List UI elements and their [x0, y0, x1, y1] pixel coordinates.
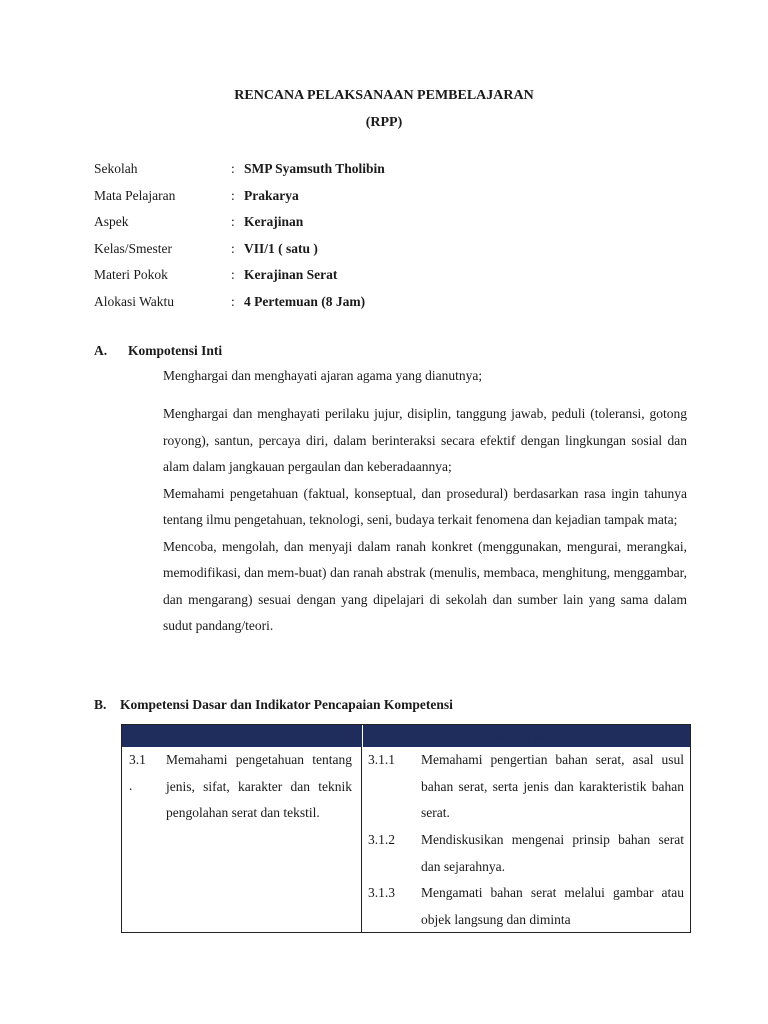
indicator-number: 3.1.1 — [368, 752, 395, 767]
core-competence-item — [163, 363, 687, 390]
indicator-item — [368, 747, 684, 827]
indicator-cell — [362, 747, 690, 932]
section-title: Kompotensi Inti — [128, 343, 223, 358]
indicator-item — [368, 827, 684, 880]
identity-colon: : — [231, 161, 235, 176]
identity-value: Kerajinan Serat — [244, 267, 338, 282]
identity-label: Alokasi Waktu — [94, 293, 175, 309]
identity-value: SMP Syamsuth Tholibin — [244, 161, 385, 176]
identity-colon: : — [231, 214, 235, 229]
identity-label: Mata Pelajaran — [94, 187, 176, 203]
core-competence-list — [163, 401, 687, 640]
identity-colon: : — [231, 240, 235, 256]
identity-colon: : — [231, 187, 235, 203]
kd-cell — [122, 747, 362, 932]
indicator-number: 3.1.2 — [368, 832, 395, 847]
identity-value: VII/1 ( satu ) — [244, 240, 318, 256]
identity-label: Materi Pokok — [94, 267, 168, 282]
identity-row-class — [94, 241, 385, 268]
paragraph: Memahami pengetahuan (faktual, konseptual, dan prosedural) berdasarkan rasa ingin tahunya tentang ilmu pengetahuan, teknologi, seni, budaya terkait fenomena dan kejadian tampak mata; — [163, 485, 687, 527]
identity-label: Kelas/Smester — [94, 240, 172, 256]
kd-text: Memahami pengetahuan tentang jenis, sifat, karakter dan teknik pengolahan serat dan tekstil. — [166, 752, 352, 820]
kd-number: 3.1 — [129, 752, 146, 767]
identity-value: 4 Pertemuan (8 Jam) — [244, 293, 366, 309]
section-number: A. — [94, 343, 108, 358]
document-title: RENCANA PELAKSANAAN PEMBELAJARAN — [234, 88, 534, 103]
identity-value: Prakarya — [244, 187, 299, 203]
identity-row-subject — [94, 188, 385, 215]
identity-label: Aspek — [94, 214, 129, 229]
paragraph: Menghargai dan menghayati ajaran agama yang dianutnya; — [163, 368, 483, 383]
section-a-heading — [94, 343, 222, 359]
table-header — [122, 725, 690, 747]
section-b-heading — [94, 697, 453, 713]
indicator-number: 3.1.3 — [368, 885, 395, 900]
indicator-text: Mengamati bahan serat melalui gambar atau objek langsung dan diminta — [421, 885, 684, 927]
header-cell-indicator: Indikator Pencapaian Kompetensi — [435, 728, 618, 743]
indicator-text: Mendiskusikan mengenai prinsip bahan serat dan sejarahnya. — [421, 832, 684, 874]
indicator-text: Memahami pengertian bahan serat, asal usul bahan serat, serta jenis dan karakteristik bahan serat. — [421, 752, 684, 820]
competence-table — [121, 724, 691, 933]
table-row — [122, 747, 690, 932]
identity-value: Kerajinan — [244, 214, 304, 229]
identity-row-topic — [94, 267, 385, 294]
identity-row-aspect — [94, 214, 385, 241]
paragraph: Menghargai dan menghayati perilaku jujur, disiplin, tanggung jawab, peduli (toleransi, gotong royong), santun, percaya diri, dalam berinteraksi secara efektif dengan lingkungan sosial dan alam dalam jangkauan pergaulan dan keberadaannya; — [163, 406, 687, 474]
identity-colon: : — [231, 293, 235, 309]
identity-row-school — [94, 161, 385, 188]
identity-colon: : — [231, 267, 235, 282]
document-subtitle: (RPP) — [365, 115, 403, 130]
kd-dot: . — [129, 778, 133, 793]
header-cell-kd: Kompetensi Dasar — [122, 725, 363, 747]
identity-block — [94, 161, 385, 320]
identity-row-time — [94, 294, 385, 321]
indicator-item — [368, 880, 684, 933]
section-title: Kompetensi Dasar dan Indikator Pencapaian Kompetensi — [120, 697, 453, 712]
paragraph: Mencoba, mengolah, dan menyaji dalam ranah konkret (menggunakan, mengurai, merangkai, memodifikasi, dan mem-buat) dan ranah abstrak (menulis, membaca, menghitung, menggambar, dan mengarang) sesuai dengan yang dipelajari di sekolah dan sumber lain yang sama dalam sudut pandang/teori. — [163, 538, 687, 633]
section-number: B. — [94, 697, 107, 712]
identity-label: Sekolah — [94, 161, 138, 176]
